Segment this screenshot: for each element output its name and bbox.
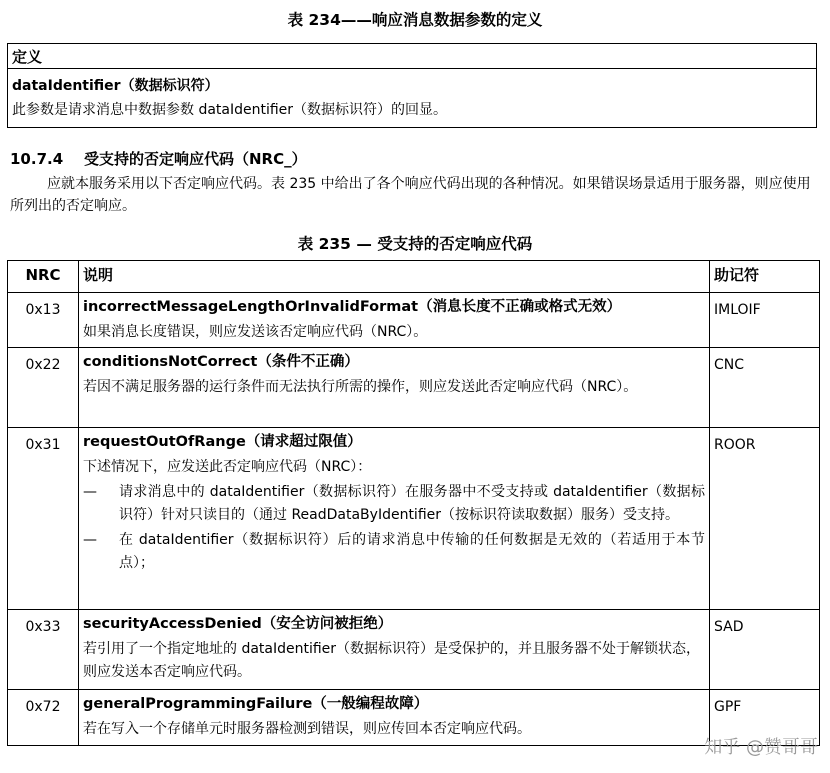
section-paragraph: 应就本服务采用以下否定响应代码。表 235 中给出了各个响应代码出现的各种情况。如果错误场景适用于服务器，则应使用所列出的否定响应。 <box>10 176 811 214</box>
dash-marker: — <box>83 532 97 548</box>
bullet-item <box>83 481 705 527</box>
table1-caption: 表 234——响应消息数据参数的定义 <box>287 11 543 29</box>
param-desc: 此参数是请求消息中数据参数 dataIdentifier（数据标识符）的回显。 <box>12 102 448 118</box>
nrc-name: securityAccessDenied（安全访问被拒绝） <box>83 616 393 632</box>
nrc-name: generalProgrammingFailure（一般编程故障） <box>83 696 429 712</box>
nrc-mnemonic: SAD <box>710 610 820 690</box>
nrc-mnemonic: IMLOIF <box>710 293 820 348</box>
section-heading <box>10 148 307 169</box>
bullet-text: 请求消息中的 dataIdentifier（数据标识符）在服务器中不受支持或 dataIdentifier（数据标识符）针对只读目的（通过 ReadDataByIdentifier（按标识符读取数据）服务）受支持。 <box>119 484 705 523</box>
param-name: dataIdentifier（数据标识符） <box>12 78 219 94</box>
table2-caption: 表 235 — 受支持的否定响应代码 <box>297 235 533 253</box>
nrc-mnemonic: ROOR <box>710 428 820 610</box>
definition-table <box>7 43 817 128</box>
nrc-code: 0x72 <box>8 690 79 746</box>
nrc-table <box>7 260 820 746</box>
header-mnemonic: 助记符 <box>710 261 820 293</box>
table-header-row <box>8 261 820 293</box>
nrc-mnemonic: CNC <box>710 348 820 428</box>
header-nrc: NRC <box>8 261 79 293</box>
section-title: 受支持的否定响应代码（NRC_） <box>84 150 307 168</box>
section-number: 10.7.4 <box>10 150 64 168</box>
nrc-code: 0x22 <box>8 348 79 428</box>
table-row <box>8 428 820 610</box>
nrc-desc: 若引用了一个指定地址的 dataIdentifier（数据标识符）是受保护的，并且服务器不处于解锁状态，则应发送本否定响应代码。 <box>83 641 701 680</box>
table-row <box>8 293 820 348</box>
definition-header: 定义 <box>8 44 816 69</box>
header-desc: 说明 <box>79 261 710 293</box>
bullet-item <box>83 529 705 575</box>
nrc-desc: 若因不满足服务器的运行条件而无法执行所需的操作，则应发送此否定响应代码（NRC）。 <box>83 379 638 395</box>
nrc-desc: 下述情况下，应发送此否定响应代码（NRC）： <box>83 459 372 475</box>
nrc-desc: 若在写入一个存储单元时服务器检测到错误，则应传回本否定响应代码。 <box>83 721 531 737</box>
nrc-mnemonic: GPF <box>710 690 820 746</box>
nrc-desc: 如果消息长度错误，则应发送该否定响应代码（NRC）。 <box>83 324 428 340</box>
dash-marker: — <box>83 484 97 500</box>
nrc-code: 0x31 <box>8 428 79 610</box>
table-row <box>8 690 820 746</box>
nrc-code: 0x13 <box>8 293 79 348</box>
nrc-code: 0x33 <box>8 610 79 690</box>
bullet-text: 在 dataIdentifier（数据标识符）后的请求消息中传输的任何数据是无效的（若适用于本节点）； <box>119 532 705 571</box>
nrc-name: requestOutOfRange（请求超过限值） <box>83 434 362 450</box>
watermark: 知乎 @赞哥哥 <box>704 737 818 758</box>
table-row <box>8 348 820 428</box>
nrc-name: incorrectMessageLengthOrInvalidFormat（消息长度不正确或格式无效） <box>83 299 622 315</box>
table-row <box>8 610 820 690</box>
nrc-name: conditionsNotCorrect（条件不正确） <box>83 354 359 370</box>
